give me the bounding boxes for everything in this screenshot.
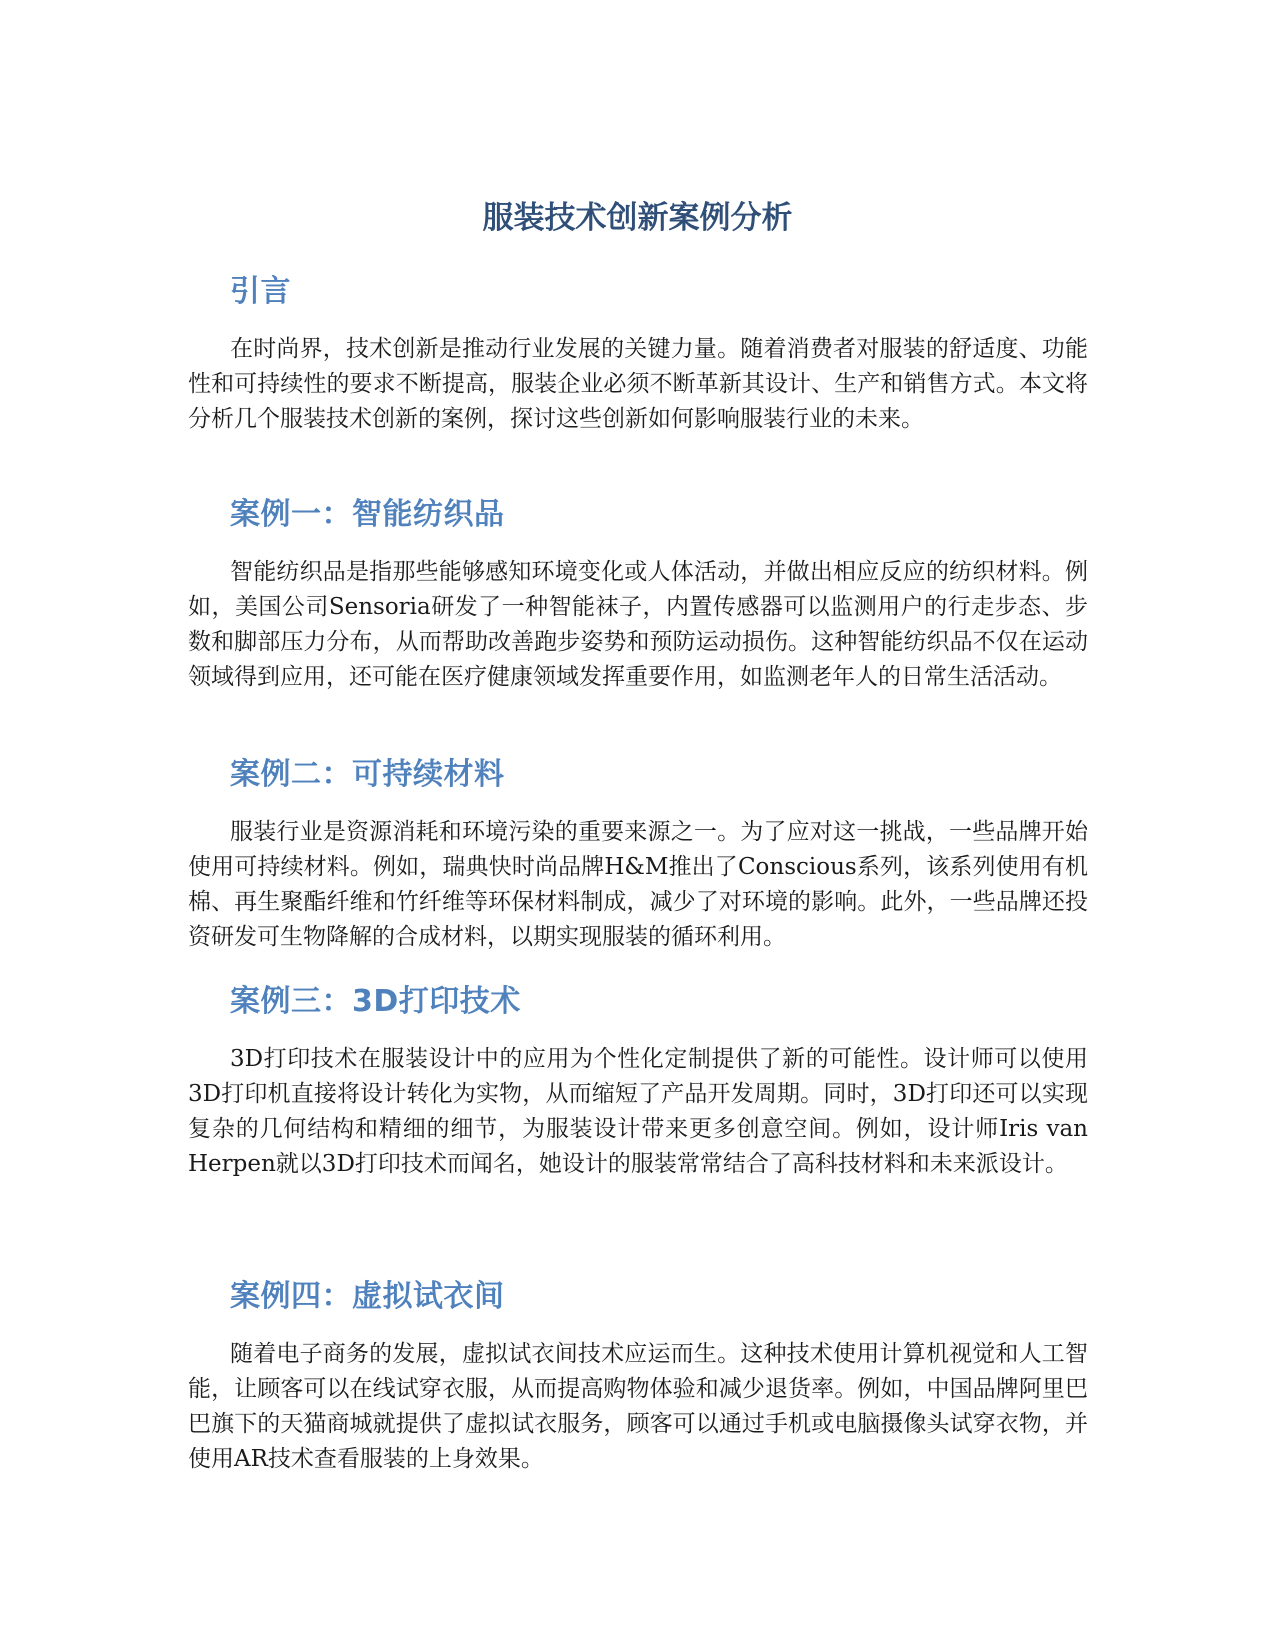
section-introduction — [188, 270, 1088, 437]
section-body-case-1: 智能纺织品是指那些能够感知环境变化或人体活动，并做出相应反应的纺织材料。例如，美国公司Sensoria研发了一种智能袜子，内置传感器可以监测用户的行走步态、步数和脚部压力分布，从而帮助改善跑步姿势和预防运动损伤。这种智能纺织品不仅在运动领域得到应用，还可能在医疗健康领域发挥重要作用，如监测老年人的日常生活活动。 — [188, 559, 1088, 690]
section-case-smart-textiles — [188, 493, 1088, 695]
section-heading-case-3: 案例三：3D打印技术 — [230, 984, 521, 1019]
section-body-case-4: 随着电子商务的发展，虚拟试衣间技术应运而生。这种技术使用计算机视觉和人工智能，让顾客可以在线试穿衣服，从而提高购物体验和减少退货率。例如，中国品牌阿里巴巴旗下的天猫商城就提供了虚拟试衣服务，顾客可以通过手机或电脑摄像头试穿衣物，并使用AR技术查看服装的上身效果。 — [188, 1341, 1088, 1472]
section-case-3d-printing — [188, 980, 1088, 1182]
section-body-introduction: 在时尚界，技术创新是推动行业发展的关键力量。随着消费者对服装的舒适度、功能性和可持续性的要求不断提高，服装企业必须不断革新其设计、生产和销售方式。本文将分析几个服装技术创新的案例，探讨这些创新如何影响服装行业的未来。 — [188, 336, 1088, 432]
document-title: 服装技术创新案例分析 — [482, 200, 793, 236]
section-case-sustainable-materials — [188, 753, 1088, 955]
section-heading-introduction: 引言 — [230, 274, 291, 309]
section-body-case-3: 3D打印技术在服装设计中的应用为个性化定制提供了新的可能性。设计师可以使用3D打印机直接将设计转化为实物，从而缩短了产品开发周期。同时，3D打印还可以实现复杂的几何结构和精细的细节，为服装设计带来更多创意空间。例如，设计师Iris van Herpen就以3D打印技术而闻名，她设计的服装常常结合了高科技材料和未来派设计。 — [188, 1046, 1088, 1177]
section-heading-case-4: 案例四：虚拟试衣间 — [230, 1279, 505, 1314]
section-body-case-2: 服装行业是资源消耗和环境污染的重要来源之一。为了应对这一挑战，一些品牌开始使用可持续材料。例如，瑞典快时尚品牌H&M推出了Conscious系列，该系列使用有机棉、再生聚酯纤维和竹纤维等环保材料制成，减少了对环境的影响。此外，一些品牌还投资研发可生物降解的合成材料，以期实现服装的循环利用。 — [188, 819, 1088, 950]
section-case-virtual-fitting-room — [188, 1275, 1088, 1477]
section-heading-case-1: 案例一：智能纺织品 — [230, 497, 505, 532]
section-heading-case-2: 案例二：可持续材料 — [230, 757, 505, 792]
